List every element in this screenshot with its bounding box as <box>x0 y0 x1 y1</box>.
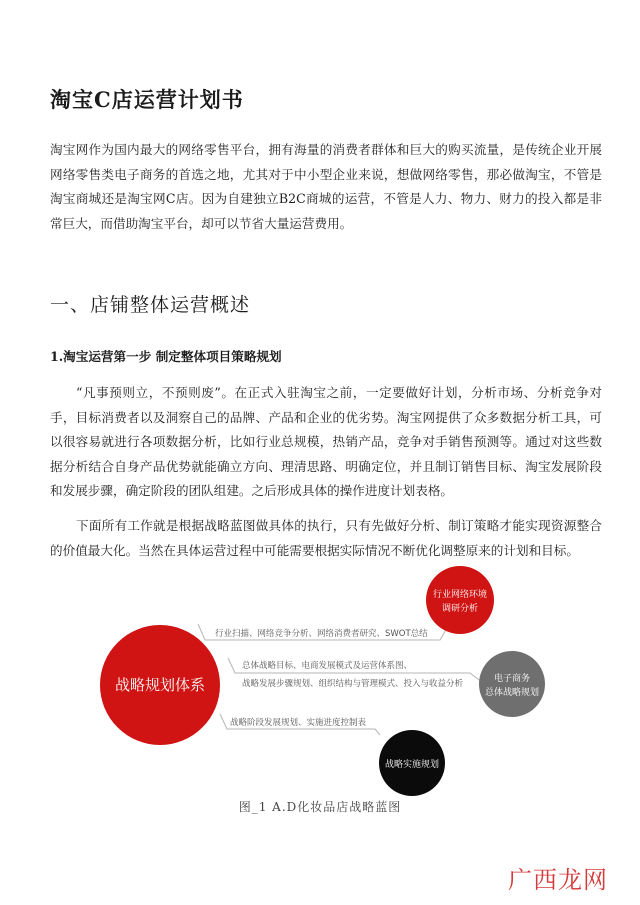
node-industry-research-line-1: 行业网络环境 <box>432 590 488 600</box>
node-overall-strategy-line-2: 总体战略规划 <box>484 688 540 698</box>
intro-paragraph: 淘宝网作为国内最大的网络零售平台，拥有海量的消费者群体和巨大的购买流量，是传统企业开展网络零售类电子商务的首选之地，尤其对于中小型企业来说，想做网络零售，那必做淘宝，不管是淘宝商城还是淘宝网C店。因为自建独立B2C商城的运营，不管是人力、物力、财力的投入都是非常巨大，而借助淘宝平台，却可以节省大量运营费用。 <box>50 142 602 231</box>
node-implementation-label: 战略实施规划 <box>384 760 440 770</box>
branch-3-text: 战略阶段发展规划、实施进度控制表 <box>230 718 367 728</box>
watermark-logo: 广西龙网 <box>508 866 608 894</box>
branch-2-text-line-2: 战略发展步骤规划、组织结构与管理模式、投入与收益分析 <box>242 679 464 689</box>
document-title: 淘宝C店运营计划书 <box>50 87 244 112</box>
node-overall-strategy-circle <box>479 651 545 717</box>
section-heading: 一、店铺整体运营概述 <box>50 294 251 316</box>
branch-1-text: 行业扫描、网络竞争分析、网络消费者研究、SWOT总结 <box>215 629 428 639</box>
node-industry-research-circle <box>426 566 494 634</box>
execution-paragraph: 下面所有工作就是根据战略蓝图做具体的执行，只有先做好分析、制订策略才能实现资源整合的价值最大化。当然在具体运营过程中可能需要根据实际情况不断优化调整原来的计划和目标。 <box>50 518 602 558</box>
figure-caption: 图_1 A.D化妆品店战略蓝图 <box>238 800 402 814</box>
strategy-diagram <box>90 560 540 785</box>
center-node-label: 战略规划体系 <box>114 676 206 694</box>
subsection-heading: 1.淘宝运营第一步 制定整体项目策略规划 <box>50 349 282 364</box>
branch-2-text-line-1: 总体战略目标、电商发展模式及运营体系图、 <box>242 661 413 671</box>
node-industry-research-line-2: 调研分析 <box>441 604 479 614</box>
strategy-paragraph: “凡事预则立，不预则废”。在正式入驻淘宝之前，一定要做好计划，分析市场、分析竞争对手，目标消费者以及洞察自己的品牌、产品和企业的优劣势。淘宝网提供了众多数据分析工具，可以很容易就进行各项数据分析，比如行业总规模，热销产品，竞争对手销售预测等。通过对这些数据分析结合自身产品优势就能确立方向、理清思路、明确定位，并且制订销售目标、淘宝发展阶段和发展步骤，确定阶段的团队组建。之后形成具体的操作进度计划表格。 <box>50 385 602 498</box>
node-overall-strategy-line-1: 电子商务 <box>493 674 531 684</box>
